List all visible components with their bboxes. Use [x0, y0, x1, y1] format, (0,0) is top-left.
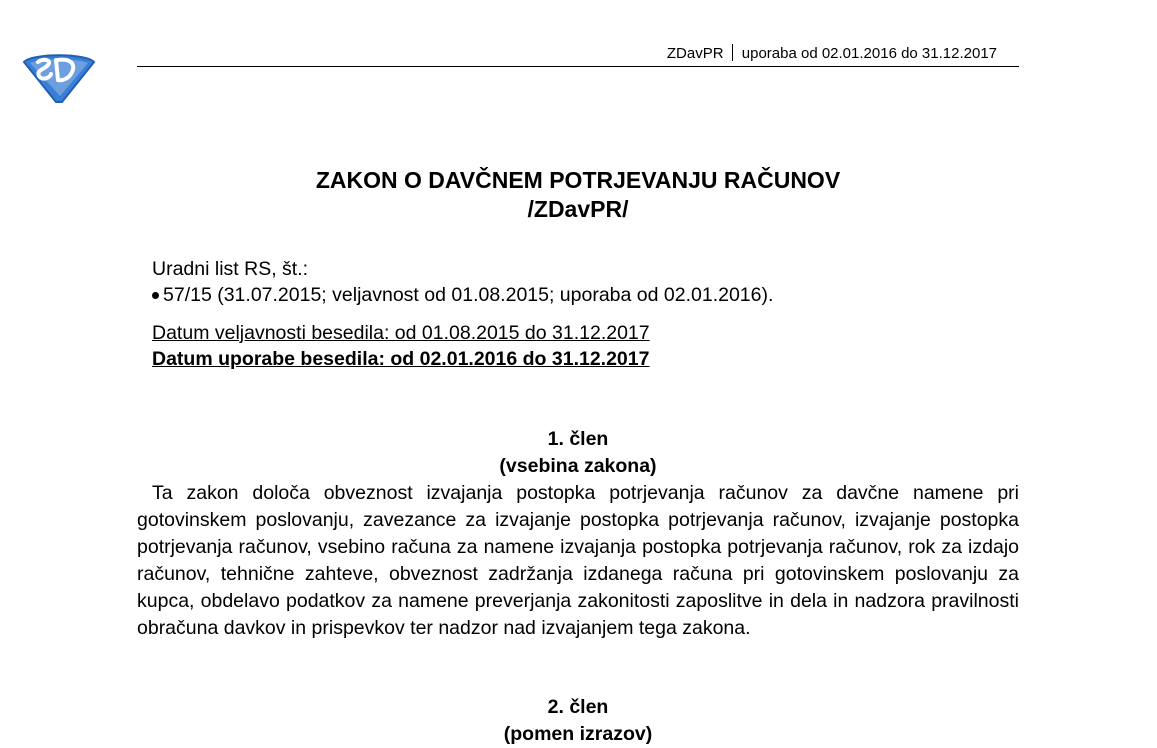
- article-1-number: 1. člen: [547, 428, 609, 450]
- validity-date: Datum veljavnosti besedila: od 01.08.2015 do 31.12.2017: [152, 322, 650, 344]
- article-1-text: Ta zakon določa obveznost izvajanja postopka potrjevanja računov za davčne namene pri gotovinskem poslovanju, zavezance za izvajanje postopka potrjevanja računov, izvajanje postopka potrjevanja računov, vsebino računa za namene izvajanja postopka potrjevanja računov, rok za izdajo računov, tehnične zahteve, obveznost zadržanja izdanega računa pri gotovinskem poslovanju za kupca, obdelavo podatkov za namene preverjanja zakonitosti zaposlitve in dela in nadzora pravilnosti obračuna davkov in prispevkov ter nadzor nad izvajanjem tega zakona.: [137, 482, 1019, 639]
- article-2-heading: [137, 694, 1019, 748]
- shield-logo-icon: [22, 48, 96, 104]
- header-abbreviation: ZDavPR: [666, 45, 724, 62]
- header-separator: [732, 44, 733, 61]
- text-dates: [152, 320, 650, 372]
- article-1-subtitle: (vsebina zakona): [499, 455, 657, 477]
- publication-label: Uradni list RS, št.:: [152, 258, 309, 280]
- usage-date: Datum uporabe besedila: od 02.01.2016 do 31.12.2017: [152, 348, 650, 370]
- article-1-heading: [137, 426, 1019, 480]
- article-2-subtitle: (pomen izrazov): [503, 723, 653, 745]
- document-title: [137, 166, 1019, 224]
- title-line-2: /ZDavPR/: [527, 196, 629, 222]
- publication-info: [152, 256, 773, 308]
- page-header: [137, 44, 1019, 67]
- article-2-number: 2. člen: [547, 696, 609, 718]
- publication-entry: 57/15 (31.07.2015; veljavnost od 01.08.2015; uporaba od 02.01.2016).: [163, 284, 774, 306]
- header-usage-period: uporaba od 02.01.2016 do 31.12.2017: [741, 45, 997, 62]
- bullet-icon: [152, 292, 159, 299]
- publication-entry-row: [152, 282, 773, 308]
- header-running-title: [667, 44, 997, 63]
- title-line-1: ZAKON O DAVČNEM POTRJEVANJU RAČUNOV: [315, 167, 841, 193]
